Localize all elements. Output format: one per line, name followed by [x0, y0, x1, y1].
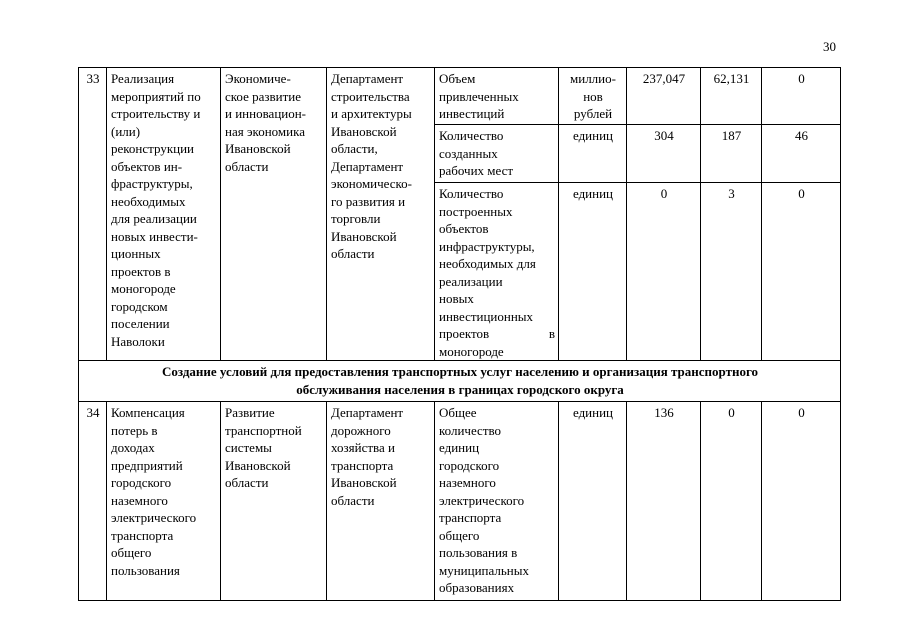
value-cell: 304 — [627, 125, 701, 183]
value-cell: 0 — [762, 68, 841, 125]
value-cell: 136 — [627, 402, 701, 601]
row-number: 33 — [79, 68, 107, 361]
section-heading: Создание условий для предоставления транспортных услуг населению и организация транспортного обслуживания населения в границах городского округа — [79, 361, 841, 402]
unit-cell: миллио- нов рублей — [559, 68, 627, 125]
program-cell: Развитие транспортной системы Ивановской области — [221, 402, 327, 601]
event-name-cell: Компенсация потерь в доходах предприятий городского наземного электрического транспорта общего пользования — [107, 402, 221, 601]
unit-cell: единиц — [559, 183, 627, 361]
page-number: 30 — [823, 39, 836, 54]
indicator-cell: Количество созданных рабочих мест — [435, 125, 559, 183]
table-row — [79, 68, 841, 125]
executor-cell: Департамент строительства и архитектуры Ивановской области, Департамент экономическо- го развития и торговли Ивановской области — [327, 68, 435, 361]
indicators-table — [78, 67, 841, 601]
unit-cell: единиц — [559, 125, 627, 183]
indicator-cell: Количество построенных объектов инфраструктуры, необходимых для реализации новых инвестиционных проектов в моногороде — [435, 183, 559, 361]
value-cell: 0 — [701, 402, 762, 601]
value-cell: 0 — [762, 183, 841, 361]
section-row — [79, 361, 841, 402]
event-name-cell: Реализация мероприятий по строительству и (или) реконструкции объектов ин- фраструктуры, необходимых для реализации новых инвести- ционных проектов в моногороде городском поселении Наволоки — [107, 68, 221, 361]
indicator-cell: Общее количество единиц городского наземного электрического транспорта общего пользования в муниципальных образованиях — [435, 402, 559, 601]
program-cell: Экономиче- ское развитие и инновацион- ная экономика Ивановской области — [221, 68, 327, 361]
row-number: 34 — [79, 402, 107, 601]
value-cell: 0 — [627, 183, 701, 361]
indicator-cell: Объем привлеченных инвестиций — [435, 68, 559, 125]
unit-cell: единиц — [559, 402, 627, 601]
executor-cell: Департамент дорожного хозяйства и транспорта Ивановской области — [327, 402, 435, 601]
value-cell: 237,047 — [627, 68, 701, 125]
value-cell: 187 — [701, 125, 762, 183]
table-row — [79, 402, 841, 601]
value-cell: 0 — [762, 402, 841, 601]
value-cell: 46 — [762, 125, 841, 183]
value-cell: 62,131 — [701, 68, 762, 125]
value-cell: 3 — [701, 183, 762, 361]
